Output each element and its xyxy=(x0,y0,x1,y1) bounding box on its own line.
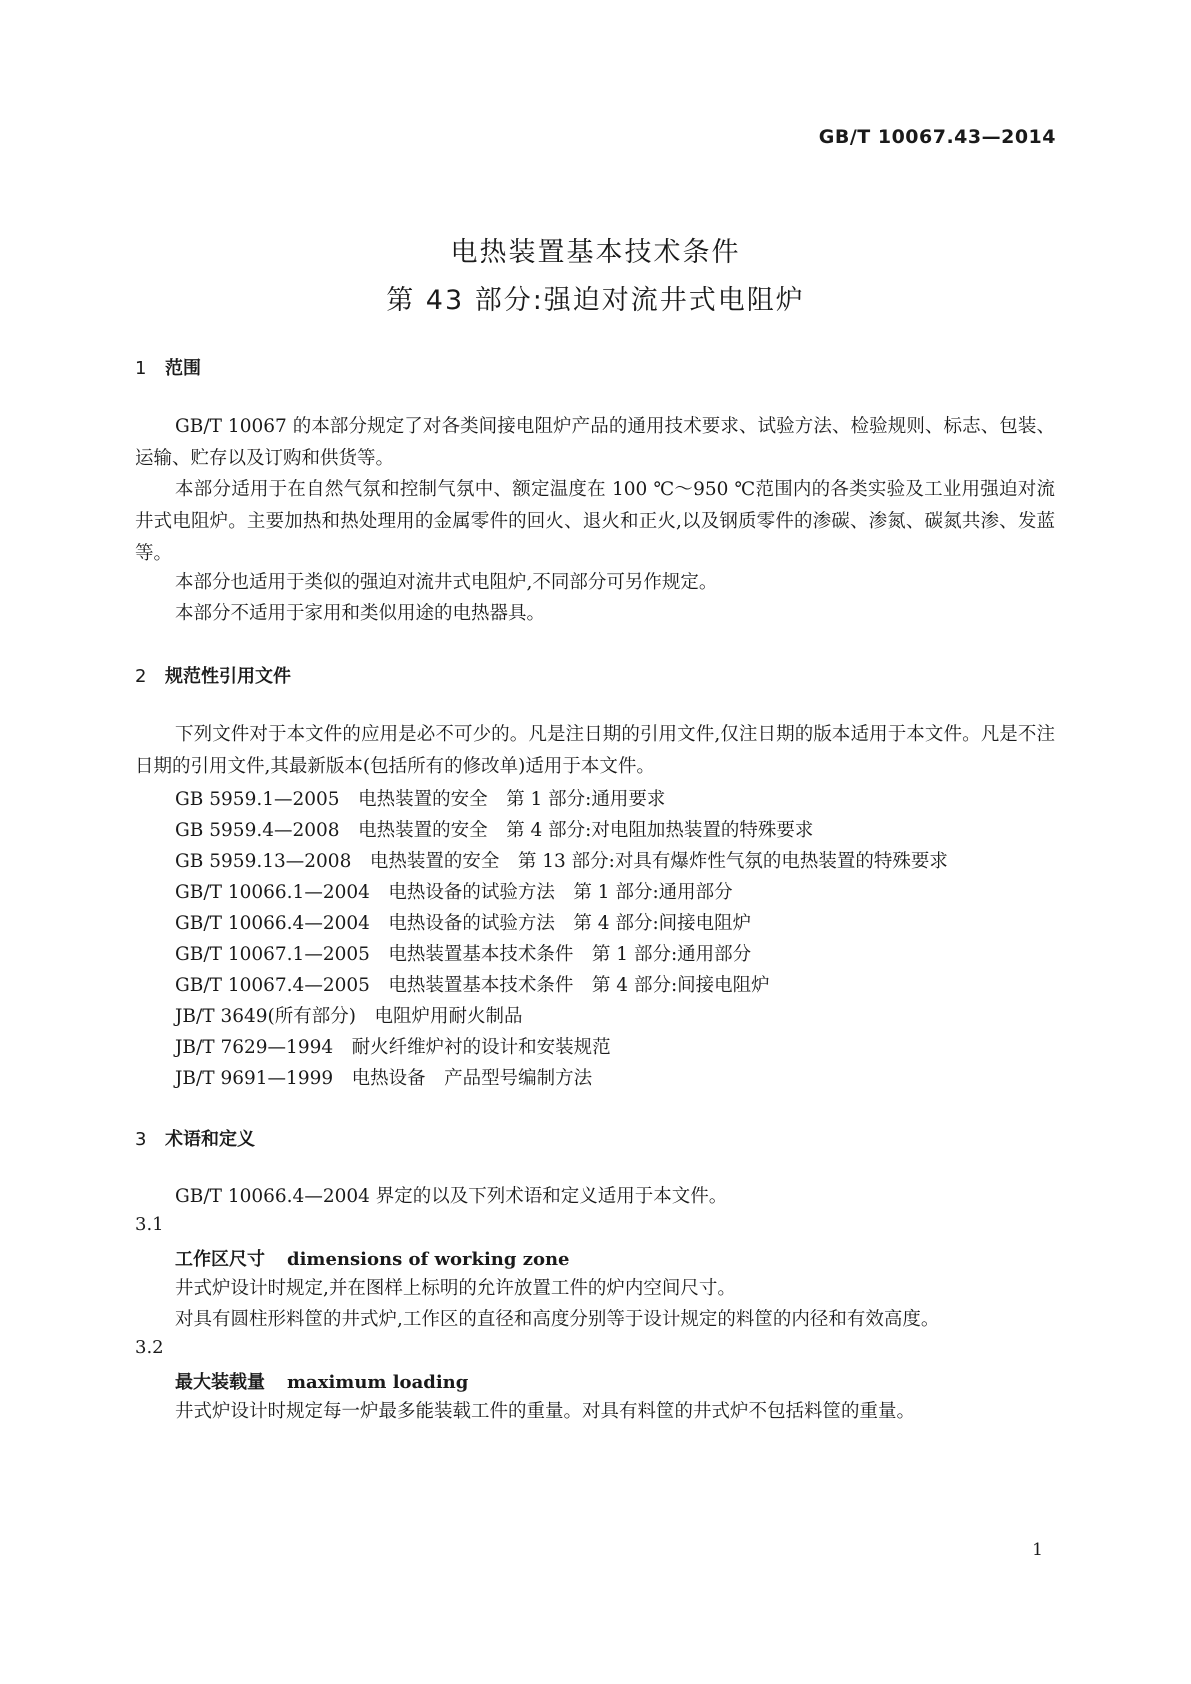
paragraph: GB/T 10067 的本部分规定了对各类间接电阻炉产品的通用技术要求、试验方法、检验规则、标志、包装、运输、贮存以及订购和供货等。 xyxy=(135,416,1055,469)
paragraph: 本部分也适用于类似的强迫对流井式电阻炉,不同部分可另作规定。 xyxy=(175,572,718,593)
section-title: 术语和定义 xyxy=(165,1129,255,1150)
section-title: 规范性引用文件 xyxy=(165,666,291,687)
reference-item: JB/T 7629—1994 耐火纤维炉衬的设计和安装规范 xyxy=(175,1037,611,1058)
reference-item: JB/T 3649(所有部分) 电阻炉用耐火制品 xyxy=(175,1006,523,1027)
document-subtitle: 第 43 部分:强迫对流井式电阻炉 xyxy=(386,285,805,316)
section-number: 3 xyxy=(135,1129,147,1150)
paragraph: 本部分适用于在自然气氛和控制气氛中、额定温度在 100 ℃～950 ℃范围内的各类实验及工业用强迫对流井式电阻炉。主要加热和热处理用的金属零件的回火、退火和正火,以及钢质零件的渗碳、渗氮、碳氮共渗、发蓝等。 xyxy=(135,479,1055,564)
reference-item: JB/T 9691—1999 电热设备 产品型号编制方法 xyxy=(175,1068,593,1089)
document-title: 电热装置基本技术条件 xyxy=(450,237,741,268)
term-note: 对具有圆柱形料筐的井式炉,工作区的直径和高度分别等于设计规定的料筐的内径和有效高度。 xyxy=(175,1309,940,1330)
reference-item: GB 5959.13—2008 电热装置的安全 第 13 部分:对具有爆炸性气氛的电热装置的特殊要求 xyxy=(175,851,948,872)
clause-number: 3.1 xyxy=(135,1214,164,1235)
term-entry xyxy=(175,1368,468,1394)
term-definition: 井式炉设计时规定,并在图样上标明的允许放置工件的炉内空间尺寸。 xyxy=(175,1278,736,1299)
section-title: 范围 xyxy=(165,358,201,379)
term-english: maximum loading xyxy=(287,1372,469,1393)
standard-number: GB/T 10067.43—2014 xyxy=(818,126,1056,148)
paragraph: GB/T 10066.4—2004 界定的以及下列术语和定义适用于本文件。 xyxy=(175,1186,728,1207)
term-chinese: 最大装载量 xyxy=(175,1372,265,1393)
section-2-heading xyxy=(135,662,291,688)
reference-item: GB 5959.4—2008 电热装置的安全 第 4 部分:对电阻加热装置的特殊要求 xyxy=(175,820,814,841)
section-1-heading xyxy=(135,354,201,380)
section-3-heading xyxy=(135,1125,255,1151)
page-number: 1 xyxy=(1032,1540,1043,1560)
term-chinese: 工作区尺寸 xyxy=(175,1249,265,1270)
term-english: dimensions of working zone xyxy=(287,1249,570,1270)
reference-item: GB/T 10066.1—2004 电热设备的试验方法 第 1 部分:通用部分 xyxy=(175,882,733,903)
paragraph: 本部分不适用于家用和类似用途的电热器具。 xyxy=(175,603,546,624)
reference-item: GB 5959.1—2005 电热装置的安全 第 1 部分:通用要求 xyxy=(175,789,666,810)
reference-item: GB/T 10067.1—2005 电热装置基本技术条件 第 1 部分:通用部分 xyxy=(175,944,752,965)
clause-number: 3.2 xyxy=(135,1337,164,1358)
reference-item: GB/T 10067.4—2005 电热装置基本技术条件 第 4 部分:间接电阻炉 xyxy=(175,975,770,996)
term-definition: 井式炉设计时规定每一炉最多能装载工件的重量。对具有料筐的井式炉不包括料筐的重量。 xyxy=(175,1401,916,1422)
section-number: 2 xyxy=(135,666,147,687)
section-number: 1 xyxy=(135,358,147,379)
paragraph: 下列文件对于本文件的应用是必不可少的。凡是注日期的引用文件,仅注日期的版本适用于本文件。凡是不注日期的引用文件,其最新版本(包括所有的修改单)适用于本文件。 xyxy=(135,724,1055,777)
term-entry xyxy=(175,1245,570,1271)
reference-item: GB/T 10066.4—2004 电热设备的试验方法 第 4 部分:间接电阻炉 xyxy=(175,913,752,934)
